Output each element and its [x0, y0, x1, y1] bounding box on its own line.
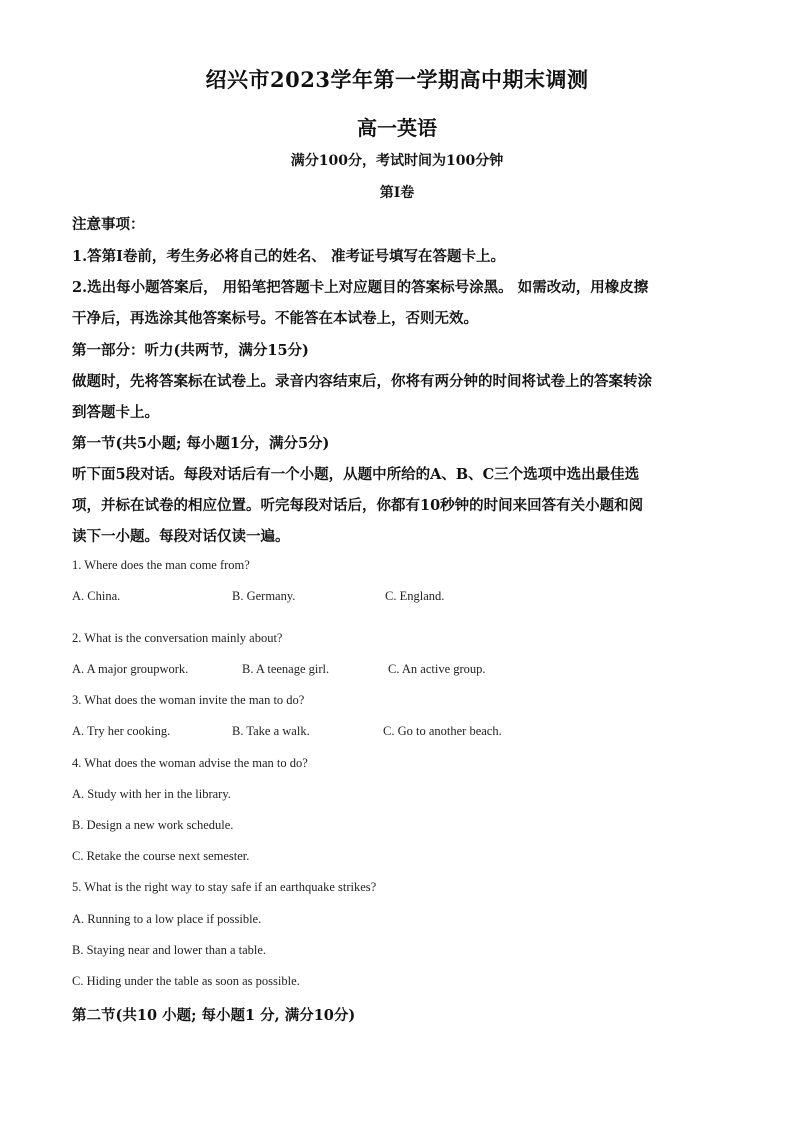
notes-heading: 注意事项：: [72, 216, 145, 233]
section1-instruction-line-2: 项，并标在试卷的相应位置。听完每段对话后，你都有10秒钟的时间来回答有关小题和阅: [72, 497, 644, 514]
question-4-option-c: C. Retake the course next semester.: [72, 849, 250, 863]
section2-heading: 第二节(共10 小题; 每小题1 分, 满分10分): [72, 1007, 356, 1024]
exam-subject: 高一英语: [357, 116, 437, 140]
question-2-option-c: C. An active group.: [388, 662, 486, 676]
question-5-stem: 5. What is the right way to stay safe if an earthquake strikes?: [72, 880, 377, 894]
question-4-option-b: B. Design a new work schedule.: [72, 818, 234, 832]
question-5-option-c: C. Hiding under the table as soon as possible.: [72, 974, 300, 988]
question-1-option-c: C. England.: [385, 589, 445, 603]
question-4-stem: 4. What does the woman advise the man to do?: [72, 756, 308, 770]
exam-volume: 第I卷: [379, 185, 415, 201]
section1-instruction-line-3: 读下一小题。每段对话仅读一遍。: [72, 528, 290, 545]
section1-instruction-line-1: 听下面5段对话。每段对话后有一个小题，从题中所给的A、B、C三个选项中选出最佳选: [72, 466, 640, 483]
question-5-option-b: B. Staying near and lower than a table.: [72, 943, 267, 957]
question-1-stem: 1. Where does the man come from?: [72, 558, 250, 572]
question-4-option-a: A. Study with her in the library.: [72, 787, 231, 801]
question-3-option-b: B. Take a walk.: [232, 724, 310, 738]
question-2-option-b: B. A teenage girl.: [242, 662, 330, 676]
part1-heading: 第一部分：听力(共两节，满分15分): [72, 342, 309, 359]
question-1-option-b: B. Germany.: [232, 589, 296, 603]
question-1-option-a: A. China.: [72, 589, 121, 603]
question-5-option-a: A. Running to a low place if possible.: [72, 912, 262, 926]
question-2-option-a: A. A major groupwork.: [72, 662, 189, 676]
question-3-stem: 3. What does the woman invite the man to do?: [72, 693, 305, 707]
part1-instruction-line-2: 到答题卡上。: [72, 404, 159, 421]
section1-heading: 第一节(共5小题; 每小题1分，满分5分): [72, 435, 330, 452]
exam-score-time: 满分100分，考试时间为100分钟: [290, 153, 504, 169]
part1-instruction-line-1: 做题时，先将答案标在试卷上。录音内容结束后，你将有两分钟的时间将试卷上的答案转涂: [72, 373, 652, 390]
notes-item-2-line-1: 2.选出每小题答案后， 用铅笔把答题卡上对应题目的答案标号涂黑。 如需改动，用橡皮擦: [72, 279, 649, 296]
exam-title: 绍兴市2023学年第一学期高中期末调测: [205, 67, 589, 92]
notes-item-1: 1.答第I卷前，考生务必将自己的姓名、 准考证号填写在答题卡上。: [72, 248, 505, 265]
question-3-option-c: C. Go to another beach.: [383, 724, 502, 738]
question-2-stem: 2. What is the conversation mainly about?: [72, 631, 283, 645]
question-3-option-a: A. Try her cooking.: [72, 724, 171, 738]
notes-item-2-line-2: 干净后，再选涂其他答案标号。不能答在本试卷上，否则无效。: [72, 310, 478, 327]
